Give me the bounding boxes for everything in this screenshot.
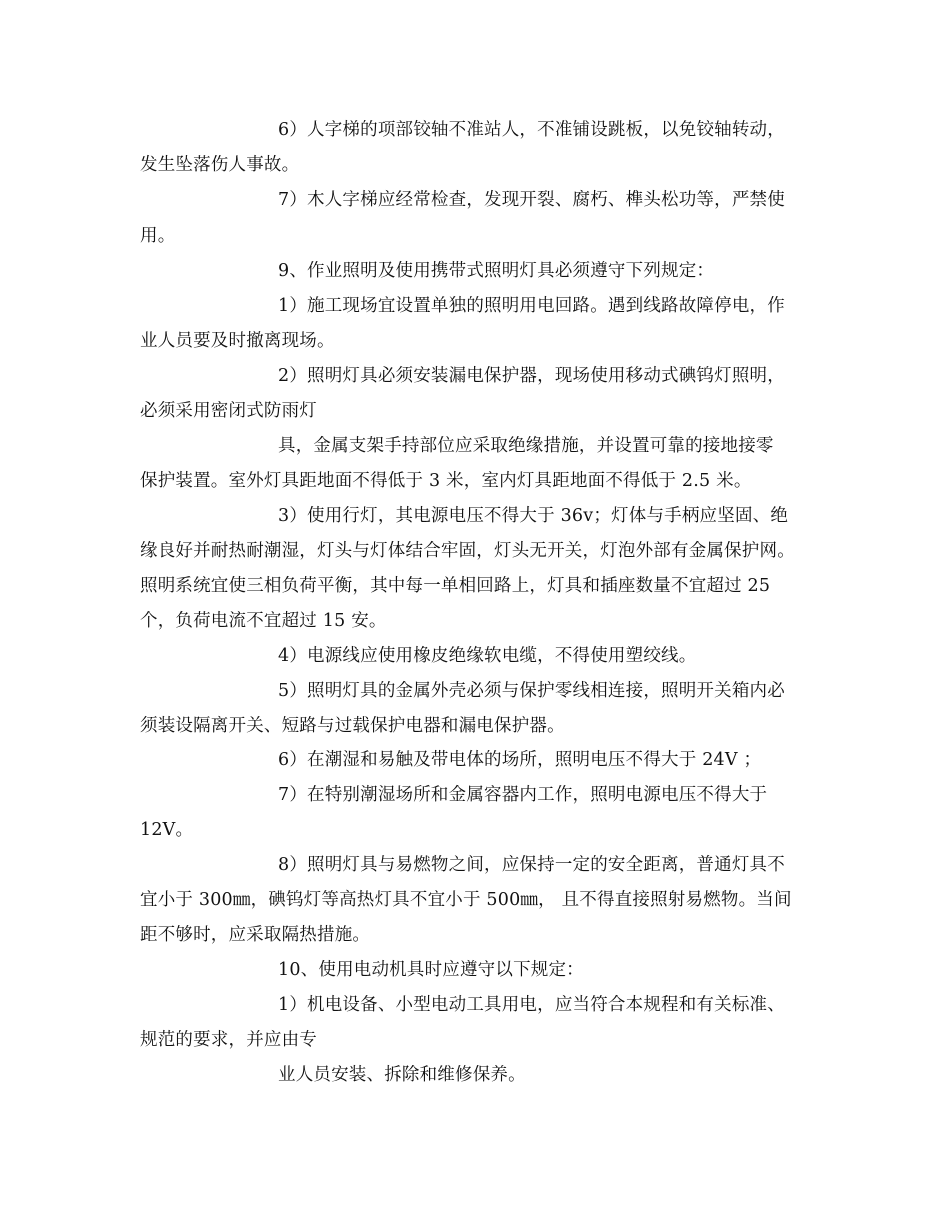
paragraph-line: 4）电源线应使用橡皮绝缘软电缆，不得使用塑绞线。 <box>278 646 697 666</box>
paragraph-line: 12V。 <box>140 820 194 840</box>
paragraph-line: 6）在潮湿和易触及带电体的场所，照明电压不得大于 24V ； <box>278 750 762 770</box>
paragraph-line: 宜小于 300㎜，碘钨灯等高热灯具不宜小于 500㎜， 且不得直接照射易燃物。当间 <box>140 890 792 910</box>
paragraph-line: 业人员安装、拆除和维修保养。 <box>278 1065 526 1085</box>
paragraph-line: 照明系统宜使三相负荷平衡，其中每一单相回路上，灯具和插座数量不宜超过 25 <box>140 576 771 596</box>
paragraph-line: 个，负荷电流不宜超过 15 安。 <box>140 611 387 631</box>
paragraph-line: 2）照明灯具必须安装漏电保护器，现场使用移动式碘钨灯照明， <box>278 366 785 386</box>
paragraph-line: 具，金属支架手持部位应采取绝缘措施，并设置可靠的接地接零 <box>278 436 774 456</box>
paragraph-line: 发生坠落伤人事故。 <box>140 155 300 175</box>
paragraph-line: 用。 <box>140 226 176 246</box>
paragraph-line: 3）使用行灯，其电源电压不得大于 36v；灯体与手柄应坚固、绝 <box>278 506 789 526</box>
paragraph-line: 8）照明灯具与易燃物之间，应保持一定的安全距离，普通灯具不 <box>278 855 785 875</box>
paragraph-line: 须装设隔离开关、短路与过载保护电器和漏电保护器。 <box>140 716 565 736</box>
paragraph-line: 7）在特别潮湿场所和金属容器内工作，照明电源电压不得大于 <box>278 785 768 805</box>
paragraph-line: 保护装置。室外灯具距地面不得低于 3 米，室内灯具距地面不得低于 2.5 米。 <box>140 471 752 491</box>
paragraph-line: 缘良好并耐热耐潮湿，灯头与灯体结合牢固，灯头无开关，灯泡外部有金属保护网。 <box>140 541 795 561</box>
paragraph-line: 业人员要及时撤离现场。 <box>140 331 335 351</box>
paragraph-line: 距不够时，应采取隔热措施。 <box>140 925 371 945</box>
paragraph-line: 1）施工现场宜设置单独的照明用电回路。遇到线路故障停电，作 <box>278 296 785 316</box>
paragraph-line: 必须采用密闭式防雨灯 <box>140 401 317 421</box>
paragraph-line: 规范的要求，并应由专 <box>140 1030 317 1050</box>
paragraph-line: 6）人字梯的项部铰轴不准站人，不准铺设跳板，以免铰轴转动， <box>278 120 785 140</box>
paragraph-line: 7）木人字梯应经常检查，发现开裂、腐朽、榫头松功等，严禁使 <box>278 190 785 210</box>
section-heading: 10、使用电动机具时应遵守以下规定： <box>278 960 584 980</box>
paragraph-line: 5）照明灯具的金属外壳必须与保护零线相连接，照明开关箱内必 <box>278 681 785 701</box>
paragraph-line: 1）机电设备、小型电动工具用电，应当符合本规程和有关标准、 <box>278 995 785 1015</box>
section-heading: 9、作业照明及使用携带式照明灯具必须遵守下列规定： <box>278 261 715 281</box>
